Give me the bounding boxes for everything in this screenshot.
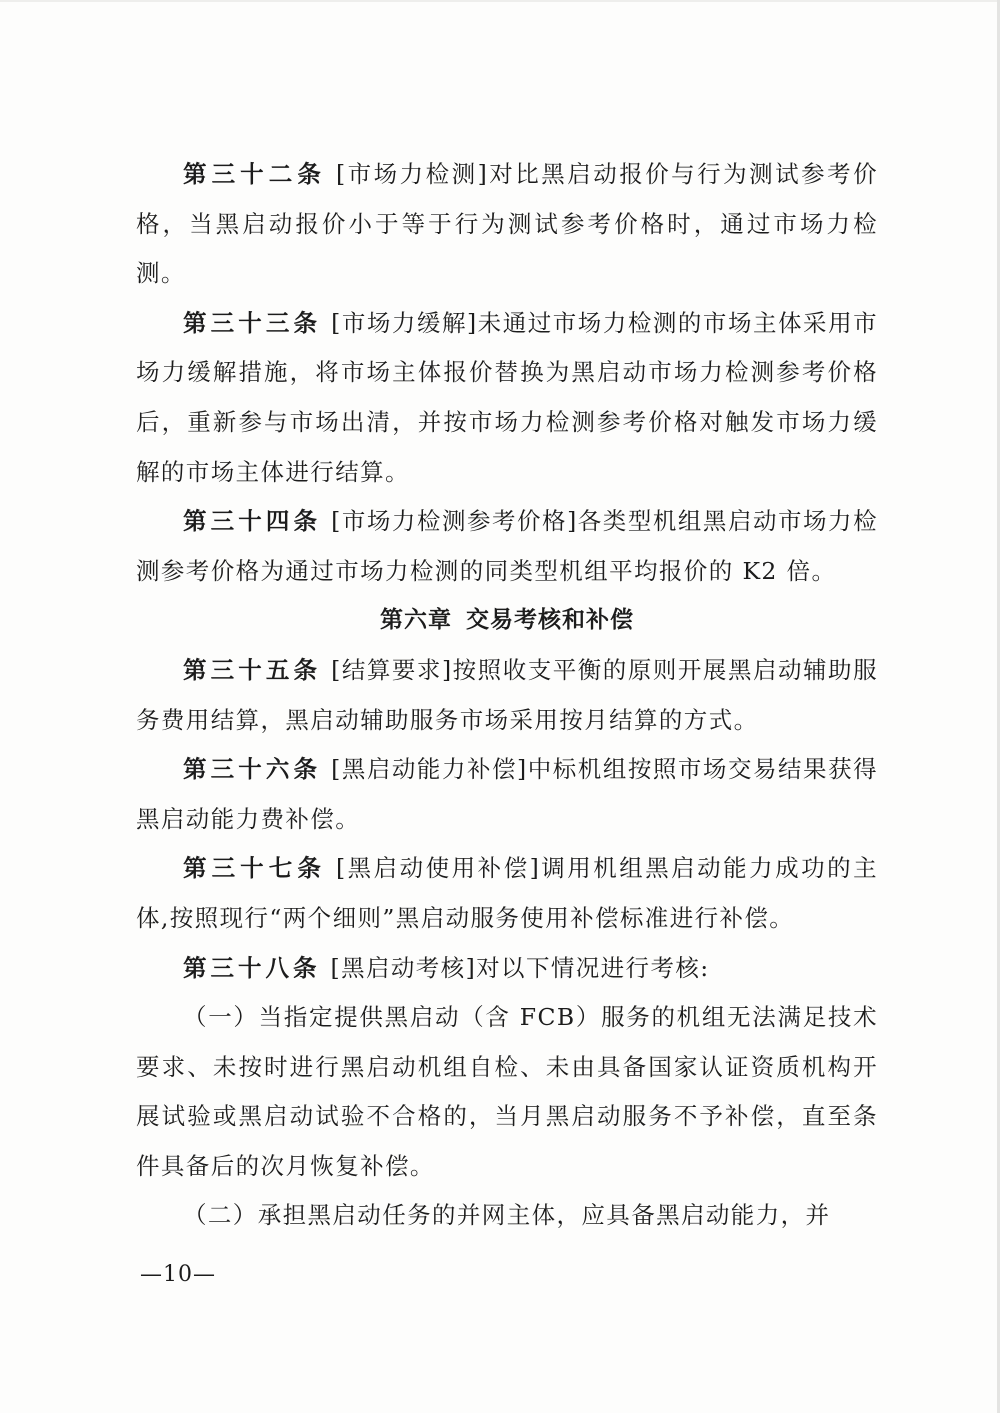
article-text: 未通过市场力检测的市场主体采用市场力缓解措施，将市场主体报价替换为黑启动市场力检测参考价格后，重新参与市场出清，并按市场力检测参考价格对触发市场力缓解的市场主体进行结算。 xyxy=(136,308,878,486)
article-text: 调用机组黑启动能力成功的主体,按照现行“两个细则”黑启动服务使用补偿标准进行补偿。 xyxy=(136,854,879,932)
article-36 xyxy=(136,745,878,844)
article-text: 各类型机组黑启动市场力检测参考价格为通过市场力检测的同类型机组平均报价的 K2 倍。 xyxy=(136,507,878,585)
article-38 xyxy=(136,944,878,994)
article-text: 对比黑启动报价与行为测试参考价格，当黑启动报价小于等于行为测试参考价格时，通过市场力检测。 xyxy=(136,160,879,288)
article-tag: [市场力缓解] xyxy=(331,308,478,337)
article-tag: [黑启动考核] xyxy=(330,953,477,982)
article-33 xyxy=(136,299,878,497)
article-35 xyxy=(136,646,878,745)
scan-top-edge xyxy=(0,0,1000,2)
article-number: 第三十八条 xyxy=(183,953,321,982)
chapter-number: 第六章 xyxy=(380,607,452,634)
article-tag: [市场力检测参考价格] xyxy=(331,507,578,536)
article-tag: [黑启动使用补偿] xyxy=(335,854,541,883)
article-34 xyxy=(136,497,878,596)
article-32 xyxy=(136,150,878,299)
article-text: 对以下情况进行考核: xyxy=(476,953,710,982)
article-number: 第三十二条 xyxy=(183,160,326,188)
list-item-1: （一）当指定提供黑启动（含 FCB）服务的机组无法满足技术要求、未按时进行黑启动机组自检、未由具备国家认证资质机构开展试验或黑启动试验不合格的，当月黑启动服务不予补偿，直至条件具备后的次月恢复补偿。 xyxy=(136,1003,878,1180)
article-37 xyxy=(136,844,878,943)
article-text: 中标机组按照市场交易结果获得黑启动能力费补偿。 xyxy=(136,755,878,833)
article-tag: [市场力检测] xyxy=(335,160,489,188)
article-number: 第三十五条 xyxy=(183,655,322,684)
chapter-title: 交易考核和补偿 xyxy=(466,607,634,634)
article-tag: [黑启动能力补偿] xyxy=(331,755,528,784)
article-number: 第三十七条 xyxy=(183,854,326,883)
article-number: 第三十四条 xyxy=(183,507,322,536)
list-item-2: （二）承担黑启动任务的并网主体，应具备黑启动能力，并 xyxy=(183,1201,831,1230)
document-body xyxy=(136,150,878,1241)
article-number: 第三十六条 xyxy=(183,755,322,784)
page-number: —10— xyxy=(140,1262,216,1287)
chapter-heading xyxy=(136,596,878,646)
article-number: 第三十三条 xyxy=(183,308,322,337)
article-tag: [结算要求] xyxy=(331,655,453,684)
article-text: 按照收支平衡的原则开展黑启动辅助服务费用结算，黑启动辅助服务市场采用按月结算的方式。 xyxy=(136,655,878,734)
